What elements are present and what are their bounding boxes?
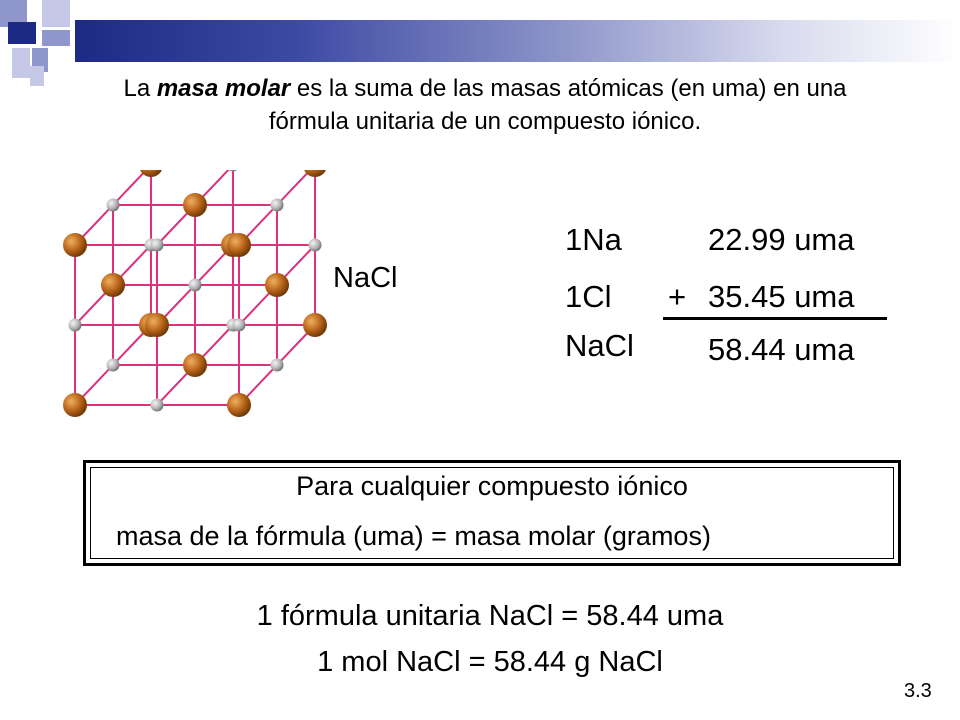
cl-atom <box>271 199 284 212</box>
cl-atom <box>151 239 164 252</box>
rule-box <box>83 460 901 566</box>
calc-label-na: 1Na <box>565 222 622 257</box>
na-atom <box>227 233 251 257</box>
cl-atom <box>151 399 164 412</box>
calc-plus-operator: + <box>668 279 687 314</box>
na-atom <box>183 353 207 377</box>
na-atom <box>303 170 327 177</box>
cl-atom <box>233 319 246 332</box>
cl-atom <box>309 239 322 252</box>
na-atom <box>227 393 251 417</box>
cl-atom <box>69 319 82 332</box>
nacl-crystal-lattice <box>40 170 340 430</box>
cl-atom <box>271 359 284 372</box>
calc-value-total: 58.44 uma <box>708 332 855 367</box>
cl-atom <box>107 199 120 212</box>
calc-label-total: NaCl <box>565 328 634 363</box>
intro-text: La masa molar es la suma de las masas atómicas (en uma) en una fórmula unitaria de un compuesto iónico. <box>123 75 847 135</box>
calc-value-cl: 35.45 uma <box>708 279 855 314</box>
sum-line <box>663 317 887 320</box>
rule-line-1: Para cualquier compuesto iónico <box>296 471 688 501</box>
rule-line-2: masa de la fórmula (uma) = masa molar (gramos) <box>116 521 711 551</box>
na-atom <box>63 233 87 257</box>
calc-label-cl: 1Cl <box>565 279 612 314</box>
header-bar <box>75 20 960 62</box>
mole-equality: 1 mol NaCl = 58.44 g NaCl <box>317 646 663 678</box>
na-atom <box>265 273 289 297</box>
na-atom <box>145 313 169 337</box>
na-atom <box>303 313 327 337</box>
formula-unit-equality: 1 fórmula unitaria NaCl = 58.44 uma <box>256 600 724 632</box>
intro-emphasis: masa molar <box>156 75 291 102</box>
calc-value-na: 22.99 uma <box>708 222 855 257</box>
slide-number: 3.3 <box>904 680 932 702</box>
na-atom <box>101 273 125 297</box>
na-atom <box>183 193 207 217</box>
na-atom <box>63 393 87 417</box>
na-atom <box>139 170 163 177</box>
cl-atom <box>107 359 120 372</box>
formula-label: NaCl <box>333 262 398 294</box>
cl-atom <box>189 279 202 292</box>
